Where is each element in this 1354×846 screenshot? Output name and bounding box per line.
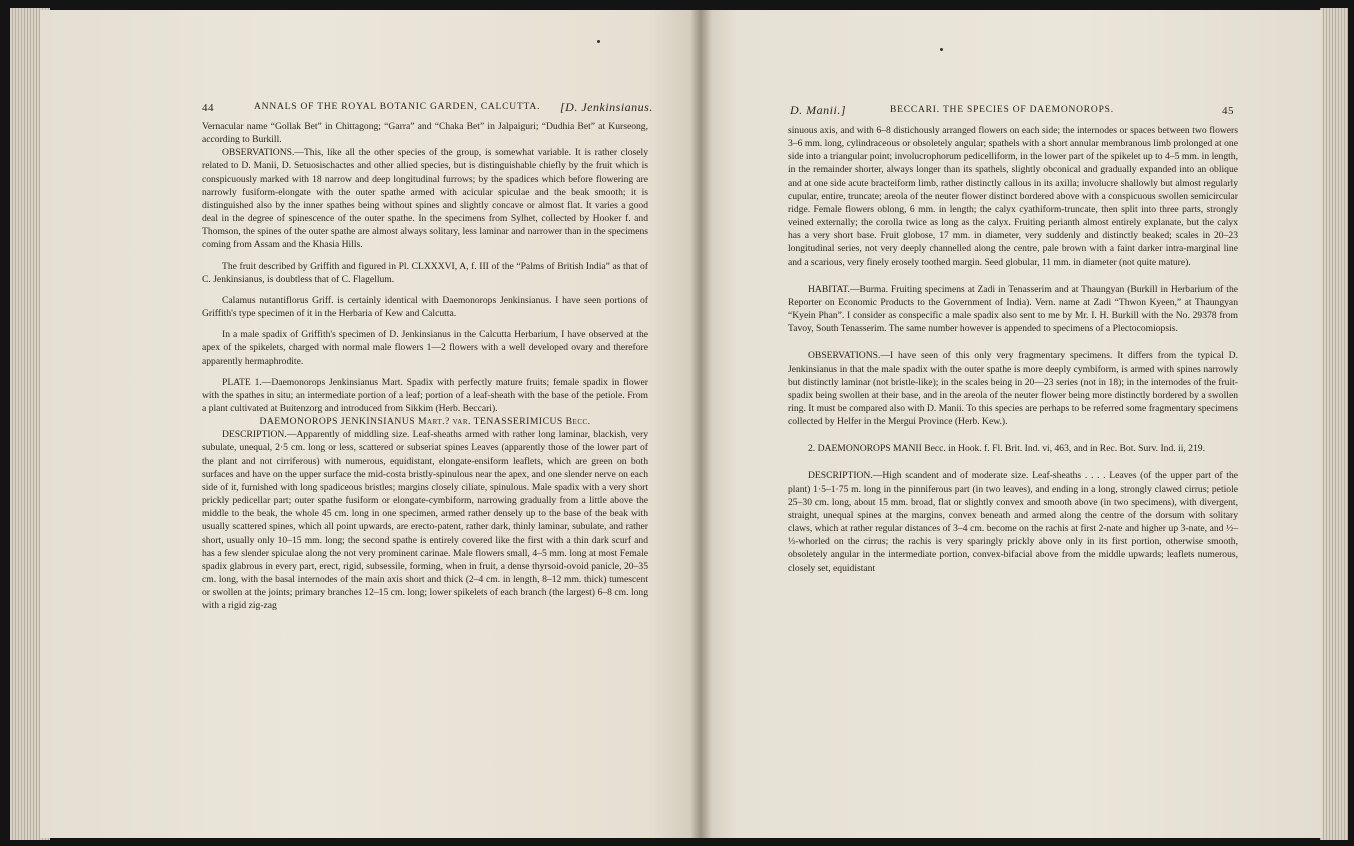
book-gutter bbox=[690, 10, 712, 838]
section-heading: DAEMONOROPS JENKINSIANUS Mart.? var. TENASSERIMICUS Becc. bbox=[259, 416, 591, 428]
page-edges-right bbox=[1320, 8, 1348, 840]
paragraph: The fruit described by Griffith and figured in Pl. CLXXXVI, A, f. III of the “Palms of British India” as that of C. Jenkinsianus, is doubtless that of C. Flagellum. bbox=[202, 260, 648, 285]
paragraph: sinuous axis, and with 6–8 distichously arranged flowers on each side; the internodes or spaces between two flowers 3–6 mm. long, cylindraceous or obsoletely angular; spathels with a short annular membranous limb prolonged at one side into a triangular point; involucrophorum pedicelliform, in the lower part of the spikelet up to 4–5 mm. in length, in the remainder shorter, always longer than its spathels, slightly obconical and gradually expanded into an oblique and at one side acute bracteiform limb, rather distinctly callous in its axilla; involucre shallowly but almost regularly cupular, entire, truncate; areola of the neuter flower distinct bordered above with a conspicuous swollen semicircular ridge. Female flowers oblong, 6 mm. in length; the calyx cyathiform-truncate, then split into three parts, strongly veined externally; the corolla twice as long as the calyx. Fruiting perianth almost entirely explanate, but the calyx has a very short base. Fruit globose, 17 mm. in diameter, very suddenly and distinctly beaked; scales in 20–23 longitudinal series, not very deeply channelled along the centre, pale brown with a faint darker intra-marginal line and a scarious, very finely erosely toothed margin. Seed globular, 11 mm. in diameter (not quite mature). bbox=[788, 125, 1238, 268]
left-body bbox=[202, 120, 648, 612]
speck bbox=[597, 40, 600, 43]
right-running-title: BECCARI. THE SPECIES OF DAEMONOROPS. bbox=[890, 105, 1114, 115]
right-page bbox=[700, 10, 1322, 838]
right-body bbox=[788, 124, 1238, 575]
left-running-title: ANNALS OF THE ROYAL BOTANIC GARDEN, CALCUTTA. bbox=[254, 102, 541, 112]
paragraph: DESCRIPTION.—High scandent and of moderate size. Leaf-sheaths . . . . Leaves (of the upper part of the plant) 1·5–1·75 m. long in the pinniferous part (in two leaves), and ending in a long, strongly clawed cirrus; petiole 25–30 cm. long, about 15 mm. broad, flat or slightly convex and smooth above (in two specimens), with divergent, straight, unequal spines at the margins, convex beneath and armed along the centre of the dorsum with solitary claws, which at rather regular distances of 3–4 cm. become on the rachis at first 2-nate and higher up 3-nate, and ½–⅓-whorled on the cirrus; the rachis is very sparingly prickly above only in its first portion, otherwise smooth, obsoletely angular in the intermediate portion, convex-bifacial above from the middle upwards; leaflets numerous, closely set, equidistant bbox=[788, 470, 1238, 574]
paragraph: PLATE 1.—Daemonorops Jenkinsianus Mart. Spadix with perfectly mature fruits; female spadix in flower with the spathes in situ; an intermediate portion of a leaf; portion of a leaf-sheath with the base of the petiole. From a plant cultivated at Buitenzorg and introduced from Sikkim (Herb. Beccari). bbox=[202, 376, 648, 414]
paragraph: In a male spadix of Griffith's specimen of D. Jenkinsianus in the Calcutta Herbarium, I have observed at the apex of the spikelets, charged with normal male flowers 1—2 flowers with a well developed ovary and therefore apparently hermaphrodite. bbox=[202, 329, 648, 367]
speck bbox=[940, 48, 943, 51]
paragraph: Calamus nutantiflorus Griff. is certainly identical with Daemonorops Jenkinsianus. I have seen portions of Griffith's type specimen of it in the Herbaria of Kew and Calcutta. bbox=[202, 294, 648, 320]
right-page-number: 45 bbox=[1222, 105, 1234, 117]
species-heading: 2. DAEMONOROPS MANII Becc. in Hook. f. Fl. Brit. Ind. vi, 463, and in Rec. Bot. Surv. Ind. ii, 219. bbox=[808, 443, 1205, 455]
description-paragraph: DESCRIPTION.—Apparently of middling size. Leaf-sheaths armed with rather long laminar, blackish, very subulate, unequal, 2·5 cm. long or less, scattered or subseriat spines Leaves (apparently those of the lower part of the plant and not cirriferous) with numerous, equidistant, elongate-ensiform leaflets, which are green on both surfaces and have on the upper surface the mid-costa bristly-spinulous near the apex, and one slender nerve on each side of it, furnished with long spadiceous bristles; margins closely ciliate, spinulous. Male spadix with a very short prickly pedicellar part; outer spathe fusiform or elongate-cymbiform, narrowing gradually from a little above the middle to the beak, the whole 45 cm. long in one specimen, armed rather densely up to the base of the beak with usually scattered spines, which all point upwards, are erecto-patent, rather dark, thinly laminar, subulate, and rather short, usually only 10–15 mm. long; the second spathe is entirely covered like the first with a thin dark scurf and has a few slender spiculae along the not very prominent carinae. Male flowers small, 4–5 mm. long at most Female spadix glabrous in every part, erect, rigid, subsessile, forming, when in fruit, a dense thyrsoid-ovoid panicle, 20–35 cm. long, with the basal internodes of the main axis short and thick (2–4 cm. in length, 8–12 mm. thick) tumescent or swollen at the joints; primary branches 12–15 cm. long; lower spikelets of each branch (the largest) 6–8 cm. long with a rigid zig-zag bbox=[202, 429, 648, 612]
left-genus-tag: [D. Jenkinsianus. bbox=[560, 100, 653, 114]
paragraph: OBSERVATIONS.—I have seen of this only very fragmentary specimens. It differs from the typical D. Jenkinsianus in that the male spadix with the outer spathe is more deeply cymbiform, is armed with spines narrowly but distinctly laminar (not bristle-like); in the scales being in 20—23 series (not in 18); in the internodes of the fruit-spadix being swollen at their base, and in the areola of the neuter flower being more distinctly bordered by a swollen ring. It must be compared also with D. Manii. To this species are perhaps to be referred some fragmentary specimens collected by Helfer in the Mergui Province (Herb. Kew.). bbox=[788, 350, 1238, 428]
paragraph: HABITAT.—Burma. Fruiting specimens at Zadi in Tenasserim and at Thaungyan (Burkill in Herbarium of the Reporter on Economic Products to the Government of India). Vern. name at Zadi “Thwon Kyeen,” at Thaungyan “Kyein Phan”. I consider as conspecific a male spadix also sent to me by Mr. I. H. Burkill with the No. 29378 from Tavoy, South Tenasserim. The same number however is appended to specimens of a Plectocomiopsis. bbox=[788, 283, 1238, 335]
paragraph: OBSERVATIONS.—This, like all the other species of the group, is somewhat variable. It is rather closely related to D. Manii, D. Setuosischactes and other allied species, but is distinguishable chiefly by the fruit which is conspicuously marked with 18 narrow and deep longitudinal furrows; by the spadices which before flowering are narrowly fusiform-elongate with the outer spathe armed with acicular spiculae and the beak smooth; it is distinguished also by the inner spathes being without spines and slightly concave or almost flat. It varies a good deal in the degree of spinescence of the outer spathe. In the specimens from Sylhet, collected by Hooker f. and Thomson, the spines of the outer spathe are almost always solitary, less laminar and narrower than in the specimens coming from Assam and the Khasia Hills. bbox=[202, 147, 648, 251]
left-page-number: 44 bbox=[202, 102, 214, 114]
left-page bbox=[40, 10, 700, 838]
right-genus-tag: D. Manii.] bbox=[790, 103, 846, 117]
paragraph: Vernacular name “Gollak Bet” in Chittagong; “Garra” and “Chaka Bet” in Jalpaiguri; “Dudhia Bet” at Kurseong, according to Burkill. bbox=[202, 121, 648, 146]
